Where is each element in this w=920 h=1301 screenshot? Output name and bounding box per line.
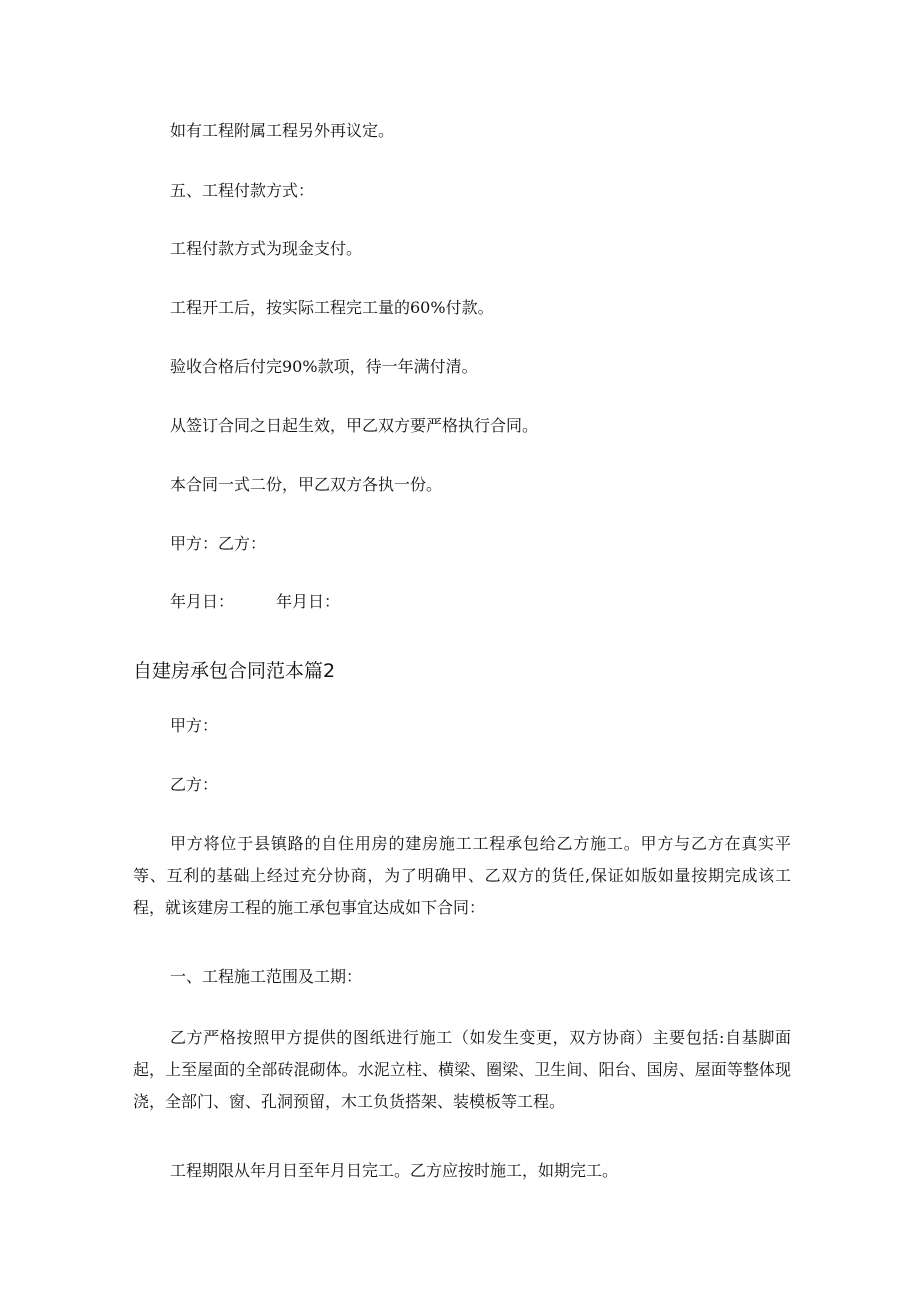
text-line-90-percent: 验收合格后付完90%款项，待一年满付清。 (170, 357, 478, 376)
text-line-copies: 本合同一式二份，甲乙双方各执一份。 (170, 475, 443, 494)
clause-1-body: 乙方严格按照甲方提供的图纸进行施工（如发生变更，双方协商）主要包括:自基脚面起，上至屋面的全部砖混砌体。水泥立柱、横梁、圈梁、卫生间、阳台、国房、屋面等整体现浇，全部门、窗、孔洞预留，木工负货搭架、装模板等工程。 (133, 1028, 791, 1111)
intro-paragraph: 甲方将位于县镇路的自住用房的建房施工工程承包给乙方施工。甲方与乙方在真实平等、互利的基础上经过充分协商，为了明确甲、乙双方的货任,保证如版如量按期完成该工程，就该建房工程的施工承包事宜达成如下合同： (133, 834, 791, 917)
date-right: 年月日： (276, 592, 341, 611)
clause-5-title: 五、工程付款方式： (170, 181, 315, 200)
text-line-60-percent: 工程开工后，按实际工程完工量的60%付款。 (170, 298, 494, 317)
section-2-title: 自建房承包合同范本篇2 (133, 660, 336, 682)
clause-1-period: 工程期限从年月日至年月日完工。乙方应按时施工，如期完工。 (170, 1161, 619, 1180)
signature-dates (170, 591, 340, 613)
text-line-attached-works: 如有工程附属工程另外再议定。 (170, 121, 395, 140)
signature-parties: 甲方：乙方： (170, 534, 267, 553)
text-line-effective: 从签订合同之日起生效，甲乙双方要严格执行合同。 (170, 416, 539, 435)
date-left: 年月日： (170, 592, 235, 611)
party-a-label: 甲方： (170, 716, 219, 735)
clause-1-title: 一、工程施工范围及工期： (170, 967, 363, 986)
text-line-payment-method: 工程付款方式为现金支付。 (170, 239, 363, 258)
party-b-label: 乙方： (170, 775, 219, 794)
